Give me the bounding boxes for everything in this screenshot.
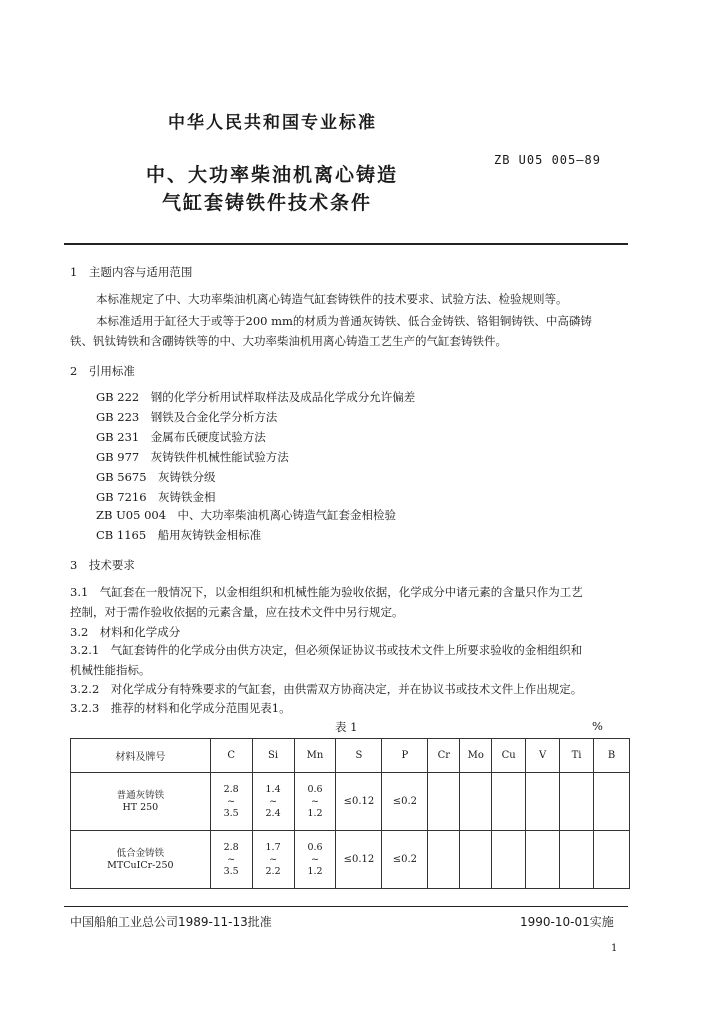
column-header: 材料及牌号: [71, 739, 211, 773]
empty-cell: [460, 831, 492, 889]
empty-cell: [560, 831, 594, 889]
reference-item: ZB U05 004 中、大功率柴油机离心铸造气缸套金相检验: [96, 508, 397, 522]
effective-date: 1990-10-01实施: [520, 915, 614, 929]
clause-3-2-2: 3.2.2 对化学成分有特殊要求的气缸套，由供需双方协商决定，并在协议书或技术文件上作出规定。: [70, 682, 583, 696]
column-header: Mn: [294, 739, 336, 773]
table-row: [71, 773, 630, 831]
material-grade: HT 250: [122, 801, 159, 813]
range-max: 2.2: [265, 865, 281, 877]
range-max: 1.2: [307, 807, 323, 819]
column-header: V: [526, 739, 560, 773]
material-cell: [71, 831, 211, 889]
silicon-range: [252, 773, 294, 831]
table-unit: %: [592, 719, 603, 733]
standard-number: ZB U05 005—89: [494, 153, 601, 167]
range-min: 2.8: [223, 783, 239, 795]
range-min: 1.7: [265, 841, 281, 853]
empty-cell: [560, 773, 594, 831]
column-header: S: [336, 739, 382, 773]
reference-item: GB 222 钢的化学分析用试样取样法及成品化学成分允许偏差: [96, 390, 416, 404]
reference-item: GB 7216 灰铸铁金相: [96, 490, 216, 504]
material-cell: [71, 773, 211, 831]
material-name: 普通灰铸铁: [116, 789, 165, 801]
carbon-range: [210, 831, 252, 889]
document-title-line-1: 中、大功率柴油机离心铸造: [146, 164, 399, 186]
column-header: Ti: [560, 739, 594, 773]
document-title-line-2: 气缸套铸铁件技术条件: [162, 192, 373, 214]
section-3-heading: 3 技术要求: [70, 558, 135, 572]
material-name: 低合金铸铁: [116, 847, 165, 859]
range-min: 0.6: [307, 783, 323, 795]
chemical-composition-table: [70, 738, 630, 889]
approval-date: 中国船舶工业总公司1989-11-13批准: [70, 915, 272, 929]
reference-item: GB 5675 灰铸铁分级: [96, 470, 216, 484]
empty-cell: [460, 773, 492, 831]
empty-cell: [492, 773, 526, 831]
column-header: C: [210, 739, 252, 773]
manganese-range: [294, 831, 336, 889]
sulfur-limit: ≤0.12: [336, 831, 382, 889]
range-max: 1.2: [307, 865, 323, 877]
range-separator: ~: [269, 853, 278, 865]
empty-cell: [594, 773, 630, 831]
manganese-range: [294, 773, 336, 831]
clause-3-1-line-1: 3.1 气缸套在一般情况下，以金相组织和机械性能为验收依据，化学成分中诸元素的含量只作为工艺: [70, 585, 583, 599]
range-min: 0.6: [307, 841, 323, 853]
empty-cell: [526, 831, 560, 889]
clause-3-2-3: 3.2.3 推荐的材料和化学成分范围见表1。: [70, 701, 291, 715]
column-header: Cu: [492, 739, 526, 773]
page-number: 1: [611, 943, 618, 954]
range-separator: ~: [311, 795, 319, 807]
section-1-paragraph-2-line-2: 铁、钒钛铸铁和含硼铸铁等的中、大功率柴油机用离心铸造工艺生产的气缸套铸铁件。: [70, 334, 507, 348]
phosphorus-limit: ≤0.2: [382, 831, 428, 889]
column-header: Mo: [460, 739, 492, 773]
column-header: Si: [252, 739, 294, 773]
range-min: 2.8: [223, 841, 239, 853]
reference-item: GB 231 金属布氏硬度试验方法: [96, 430, 266, 444]
range-separator: ~: [311, 853, 319, 865]
range-separator: ~: [269, 795, 278, 807]
reference-item: GB 977 灰铸铁件机械性能试验方法: [96, 450, 289, 464]
range-separator: ~: [227, 853, 236, 865]
range-max: 3.5: [223, 865, 239, 877]
footer-divider: [64, 906, 628, 907]
range-max: 3.5: [223, 807, 239, 819]
section-2-heading: 2 引用标准: [70, 364, 135, 378]
clause-3-2-1-line-1: 3.2.1 气缸套铸件的化学成分由供方决定，但必须保证协议书或技术文件上所要求验收的金相组织和: [70, 643, 583, 657]
reference-item: CB 1165 船用灰铸铁金相标准: [96, 528, 262, 542]
column-header: P: [382, 739, 428, 773]
sulfur-limit: ≤0.12: [336, 773, 382, 831]
header-divider: [64, 243, 628, 245]
silicon-range: [252, 831, 294, 889]
clause-3-1-line-2: 控制，对于需作验收依据的元素含量，应在技术文件中另行规定。: [70, 605, 404, 619]
empty-cell: [428, 831, 460, 889]
table-header-row: [71, 739, 630, 773]
range-separator: ~: [227, 795, 236, 807]
section-1-heading: 1 主题内容与适用范围: [70, 265, 193, 279]
table-caption: 表 1: [335, 720, 358, 734]
range-max: 2.4: [265, 807, 281, 819]
empty-cell: [594, 831, 630, 889]
clause-3-2-1-line-2: 机械性能指标。: [70, 663, 151, 677]
section-1-paragraph-1: 本标准规定了中、大功率柴油机离心铸造气缸套铸铁件的技术要求、试验方法、检验规则等。: [96, 292, 568, 306]
empty-cell: [428, 773, 460, 831]
table-row: [71, 831, 630, 889]
carbon-range: [210, 773, 252, 831]
range-min: 1.4: [265, 783, 281, 795]
phosphorus-limit: ≤0.2: [382, 773, 428, 831]
empty-cell: [492, 831, 526, 889]
column-header: Cr: [428, 739, 460, 773]
reference-item: GB 223 钢铁及合金化学分析方法: [96, 410, 278, 424]
clause-3-2-heading: 3.2 材料和化学成分: [70, 625, 181, 639]
empty-cell: [526, 773, 560, 831]
material-grade: MTCuICr-250: [107, 859, 174, 871]
section-1-paragraph-2-line-1: 本标准适用于缸径大于或等于200 mm的材质为普通灰铸铁、低合金铸铁、铬钼铜铸铁、中高磷铸: [96, 314, 592, 328]
issuing-body-title: 中华人民共和国专业标准: [168, 113, 377, 133]
column-header: B: [594, 739, 630, 773]
